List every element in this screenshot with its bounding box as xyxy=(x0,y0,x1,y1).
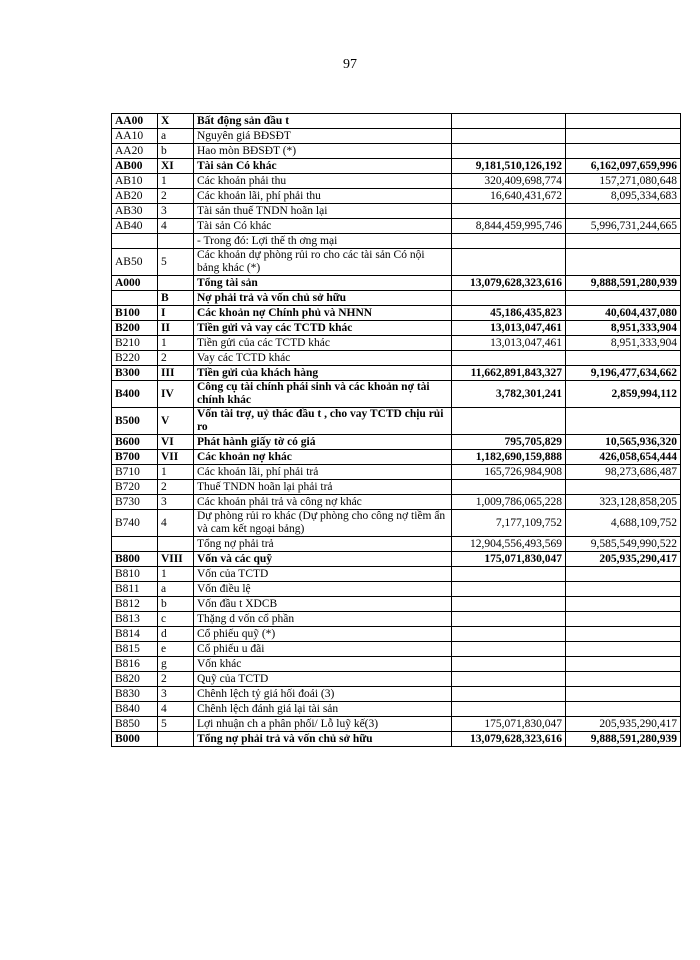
row-value-previous-cell xyxy=(566,408,681,435)
row-value-previous-cell xyxy=(566,597,681,612)
table-row xyxy=(112,366,681,381)
row-index-cell: 2 xyxy=(158,351,194,366)
row-description-cell: Dự phòng rủi ro khác (Dự phòng cho công nợ tiềm ẩn và cam kết ngoại bảng) xyxy=(194,510,452,537)
row-value-current-cell xyxy=(452,129,566,144)
row-index-cell: 4 xyxy=(158,510,194,537)
row-value-previous-cell xyxy=(566,582,681,597)
row-index-cell: 1 xyxy=(158,465,194,480)
row-value-current-cell: 320,409,698,774 xyxy=(452,174,566,189)
row-index-cell: d xyxy=(158,627,194,642)
row-code-cell: B700 xyxy=(112,450,158,465)
table-row xyxy=(112,159,681,174)
table-row xyxy=(112,552,681,567)
row-index-cell: 2 xyxy=(158,480,194,495)
row-code-cell xyxy=(112,537,158,552)
row-code-cell: B400 xyxy=(112,381,158,408)
row-description-cell: Bất động sản đầu t xyxy=(194,114,452,129)
table-row xyxy=(112,717,681,732)
row-value-previous-cell xyxy=(566,234,681,249)
row-value-current-cell xyxy=(452,642,566,657)
table-row xyxy=(112,129,681,144)
row-value-current-cell: 13,013,047,461 xyxy=(452,321,566,336)
row-code-cell: A000 xyxy=(112,276,158,291)
row-description-cell: Tiền gửi và vay các TCTD khác xyxy=(194,321,452,336)
row-description-cell: Tổng nợ phải trả và vốn chủ sở hữu xyxy=(194,732,452,747)
table-row xyxy=(112,204,681,219)
table-row xyxy=(112,144,681,159)
table-row xyxy=(112,612,681,627)
row-description-cell: Cổ phiếu quỹ (*) xyxy=(194,627,452,642)
row-code-cell: B800 xyxy=(112,552,158,567)
row-description-cell: Các khoản lãi, phí phải thu xyxy=(194,189,452,204)
row-description-cell: - Trong đó: Lợi thế th ơng mại xyxy=(194,234,452,249)
row-code-cell: AB40 xyxy=(112,219,158,234)
row-value-previous-cell: 426,058,654,444 xyxy=(566,450,681,465)
row-value-previous-cell: 205,935,290,417 xyxy=(566,552,681,567)
row-description-cell: Tiền gửi của khách hàng xyxy=(194,366,452,381)
row-value-previous-cell xyxy=(566,351,681,366)
row-value-current-cell xyxy=(452,204,566,219)
row-description-cell: Tiền gửi của các TCTD khác xyxy=(194,336,452,351)
row-value-current-cell: 175,071,830,047 xyxy=(452,552,566,567)
table-row xyxy=(112,657,681,672)
row-description-cell: Thuế TNDN hoãn lại phải trả xyxy=(194,480,452,495)
row-value-current-cell xyxy=(452,249,566,276)
table-row xyxy=(112,219,681,234)
row-value-current-cell xyxy=(452,657,566,672)
row-description-cell: Tài sản thuế TNDN hoãn lại xyxy=(194,204,452,219)
row-value-current-cell: 165,726,984,908 xyxy=(452,465,566,480)
row-value-previous-cell: 9,888,591,280,939 xyxy=(566,276,681,291)
row-description-cell: Các khoản nợ Chính phủ và NHNN xyxy=(194,306,452,321)
page-number: 97 xyxy=(343,57,357,72)
row-value-previous-cell: 5,996,731,244,665 xyxy=(566,219,681,234)
row-description-cell: Vốn điều lệ xyxy=(194,582,452,597)
row-description-cell: Vốn tài trợ, uỷ thác đầu t , cho vay TCTD chịu rủi ro xyxy=(194,408,452,435)
row-code-cell: B813 xyxy=(112,612,158,627)
row-description-cell: Thặng d vốn cổ phần xyxy=(194,612,452,627)
row-value-current-cell: 8,844,459,995,746 xyxy=(452,219,566,234)
row-index-cell: 1 xyxy=(158,336,194,351)
row-description-cell: Các khoản phải trả và công nợ khác xyxy=(194,495,452,510)
row-index-cell: c xyxy=(158,612,194,627)
row-value-previous-cell: 8,095,334,683 xyxy=(566,189,681,204)
table-row xyxy=(112,642,681,657)
row-description-cell: Các khoản nợ khác xyxy=(194,450,452,465)
row-index-cell: 1 xyxy=(158,567,194,582)
table-row xyxy=(112,732,681,747)
row-index-cell: 5 xyxy=(158,717,194,732)
row-value-previous-cell xyxy=(566,144,681,159)
row-index-cell: 4 xyxy=(158,219,194,234)
row-code-cell: B500 xyxy=(112,408,158,435)
table-row xyxy=(112,351,681,366)
row-code-cell: B200 xyxy=(112,321,158,336)
row-value-current-cell xyxy=(452,567,566,582)
row-index-cell xyxy=(158,276,194,291)
row-description-cell: Tài sản Có khác xyxy=(194,219,452,234)
row-code-cell: B000 xyxy=(112,732,158,747)
table-row xyxy=(112,435,681,450)
row-description-cell: Quỹ của TCTD xyxy=(194,672,452,687)
row-value-current-cell xyxy=(452,687,566,702)
row-index-cell: 2 xyxy=(158,672,194,687)
row-value-current-cell xyxy=(452,672,566,687)
row-code-cell: B814 xyxy=(112,627,158,642)
row-index-cell: b xyxy=(158,597,194,612)
row-value-previous-cell xyxy=(566,627,681,642)
row-index-cell: 2 xyxy=(158,189,194,204)
row-value-current-cell: 11,662,891,843,327 xyxy=(452,366,566,381)
row-description-cell: Vốn đầu t XDCB xyxy=(194,597,452,612)
row-code-cell: B210 xyxy=(112,336,158,351)
row-value-previous-cell: 98,273,686,487 xyxy=(566,465,681,480)
row-index-cell: X xyxy=(158,114,194,129)
row-code-cell: AA20 xyxy=(112,144,158,159)
table-row xyxy=(112,450,681,465)
row-index-cell: XI xyxy=(158,159,194,174)
row-value-previous-cell: 10,565,936,320 xyxy=(566,435,681,450)
row-index-cell: 4 xyxy=(158,702,194,717)
row-code-cell: B812 xyxy=(112,597,158,612)
row-index-cell: a xyxy=(158,582,194,597)
row-index-cell xyxy=(158,537,194,552)
row-value-current-cell: 13,079,628,323,616 xyxy=(452,276,566,291)
row-index-cell: 3 xyxy=(158,495,194,510)
row-value-current-cell xyxy=(452,627,566,642)
row-index-cell: I xyxy=(158,306,194,321)
table-row xyxy=(112,567,681,582)
row-code-cell: B816 xyxy=(112,657,158,672)
row-code-cell: B740 xyxy=(112,510,158,537)
row-description-cell: Tổng tài sản xyxy=(194,276,452,291)
table-row xyxy=(112,336,681,351)
row-value-current-cell xyxy=(452,480,566,495)
row-code-cell: AA10 xyxy=(112,129,158,144)
balance-sheet-body xyxy=(112,114,681,747)
row-value-current-cell: 1,182,690,159,888 xyxy=(452,450,566,465)
row-index-cell: 5 xyxy=(158,249,194,276)
row-code-cell xyxy=(112,234,158,249)
table-row xyxy=(112,627,681,642)
row-value-current-cell: 3,782,301,241 xyxy=(452,381,566,408)
row-value-current-cell xyxy=(452,234,566,249)
row-value-current-cell xyxy=(452,582,566,597)
row-description-cell: Vay các TCTD khác xyxy=(194,351,452,366)
table-row xyxy=(112,189,681,204)
row-value-previous-cell xyxy=(566,657,681,672)
row-code-cell: B300 xyxy=(112,366,158,381)
row-value-current-cell: 795,705,829 xyxy=(452,435,566,450)
row-value-current-cell: 16,640,431,672 xyxy=(452,189,566,204)
row-description-cell: Tài sản Có khác xyxy=(194,159,452,174)
table-row xyxy=(112,174,681,189)
row-value-current-cell xyxy=(452,597,566,612)
row-description-cell: Hao mòn BĐSĐT (*) xyxy=(194,144,452,159)
row-index-cell: II xyxy=(158,321,194,336)
table-row xyxy=(112,249,681,276)
row-index-cell: VII xyxy=(158,450,194,465)
row-value-current-cell: 9,181,510,126,192 xyxy=(452,159,566,174)
row-index-cell: IV xyxy=(158,381,194,408)
row-description-cell: Các khoản phải thu xyxy=(194,174,452,189)
row-value-current-cell xyxy=(452,291,566,306)
row-value-previous-cell: 9,196,477,634,662 xyxy=(566,366,681,381)
row-value-current-cell: 12,904,556,493,569 xyxy=(452,537,566,552)
row-code-cell: B220 xyxy=(112,351,158,366)
row-value-previous-cell xyxy=(566,642,681,657)
row-code-cell: B815 xyxy=(112,642,158,657)
row-value-previous-cell xyxy=(566,672,681,687)
row-value-previous-cell: 8,951,333,904 xyxy=(566,336,681,351)
table-row xyxy=(112,672,681,687)
table-row xyxy=(112,495,681,510)
row-index-cell xyxy=(158,234,194,249)
row-description-cell: Vốn của TCTD xyxy=(194,567,452,582)
row-value-previous-cell: 2,859,994,112 xyxy=(566,381,681,408)
row-value-previous-cell xyxy=(566,291,681,306)
table-row xyxy=(112,582,681,597)
row-value-previous-cell: 205,935,290,417 xyxy=(566,717,681,732)
row-value-previous-cell xyxy=(566,687,681,702)
table-row xyxy=(112,114,681,129)
row-value-previous-cell: 4,688,109,752 xyxy=(566,510,681,537)
row-value-current-cell xyxy=(452,144,566,159)
table-row xyxy=(112,276,681,291)
row-code-cell xyxy=(112,291,158,306)
row-index-cell: b xyxy=(158,144,194,159)
row-code-cell: AB50 xyxy=(112,249,158,276)
table-row xyxy=(112,291,681,306)
row-value-previous-cell: 9,888,591,280,939 xyxy=(566,732,681,747)
row-value-current-cell: 1,009,786,065,228 xyxy=(452,495,566,510)
row-description-cell: Lợi nhuận ch a phân phối/ Lỗ luỹ kế(3) xyxy=(194,717,452,732)
row-code-cell: AB30 xyxy=(112,204,158,219)
row-value-previous-cell xyxy=(566,204,681,219)
row-value-current-cell: 13,079,628,323,616 xyxy=(452,732,566,747)
row-code-cell: B710 xyxy=(112,465,158,480)
row-value-current-cell xyxy=(452,702,566,717)
table-row xyxy=(112,702,681,717)
row-description-cell: Công cụ tài chính phái sinh và các khoản nợ tài chính khác xyxy=(194,381,452,408)
row-index-cell: 1 xyxy=(158,174,194,189)
row-value-previous-cell xyxy=(566,114,681,129)
row-code-cell: B810 xyxy=(112,567,158,582)
row-description-cell: Các khoản dự phòng rủi ro cho các tài sản Có nội bảng khác (*) xyxy=(194,249,452,276)
row-value-current-cell: 13,013,047,461 xyxy=(452,336,566,351)
row-index-cell xyxy=(158,732,194,747)
row-description-cell: Nợ phải trả và vốn chủ sở hữu xyxy=(194,291,452,306)
row-value-previous-cell: 6,162,097,659,996 xyxy=(566,159,681,174)
table-row xyxy=(112,480,681,495)
row-code-cell: B600 xyxy=(112,435,158,450)
row-value-current-cell xyxy=(452,612,566,627)
table-row xyxy=(112,306,681,321)
balance-sheet-table xyxy=(111,113,681,747)
row-value-current-cell xyxy=(452,114,566,129)
row-value-current-cell xyxy=(452,351,566,366)
table-row xyxy=(112,687,681,702)
row-code-cell: B840 xyxy=(112,702,158,717)
table-row xyxy=(112,597,681,612)
row-description-cell: Cổ phiếu u đãi xyxy=(194,642,452,657)
row-value-previous-cell: 9,585,549,990,522 xyxy=(566,537,681,552)
row-value-previous-cell xyxy=(566,129,681,144)
row-code-cell: AB10 xyxy=(112,174,158,189)
row-code-cell: B730 xyxy=(112,495,158,510)
row-code-cell: AA00 xyxy=(112,114,158,129)
row-code-cell: AB00 xyxy=(112,159,158,174)
row-code-cell: B811 xyxy=(112,582,158,597)
row-index-cell: e xyxy=(158,642,194,657)
row-description-cell: Tổng nợ phải trả xyxy=(194,537,452,552)
row-value-current-cell: 175,071,830,047 xyxy=(452,717,566,732)
row-code-cell: B850 xyxy=(112,717,158,732)
row-code-cell: B830 xyxy=(112,687,158,702)
row-index-cell: III xyxy=(158,366,194,381)
row-value-previous-cell xyxy=(566,480,681,495)
row-value-previous-cell: 40,604,437,080 xyxy=(566,306,681,321)
table-row xyxy=(112,465,681,480)
row-index-cell: g xyxy=(158,657,194,672)
row-value-previous-cell xyxy=(566,702,681,717)
row-value-previous-cell: 157,271,080,648 xyxy=(566,174,681,189)
table-row xyxy=(112,234,681,249)
row-index-cell: B xyxy=(158,291,194,306)
row-description-cell: Vốn và các quỹ xyxy=(194,552,452,567)
row-index-cell: VIII xyxy=(158,552,194,567)
row-index-cell: VI xyxy=(158,435,194,450)
row-index-cell: a xyxy=(158,129,194,144)
table-row xyxy=(112,537,681,552)
row-description-cell: Chênh lệch tỷ giá hối đoái (3) xyxy=(194,687,452,702)
row-value-current-cell: 7,177,109,752 xyxy=(452,510,566,537)
row-value-current-cell: 45,186,435,823 xyxy=(452,306,566,321)
row-index-cell: 3 xyxy=(158,687,194,702)
row-value-previous-cell xyxy=(566,567,681,582)
row-description-cell: Vốn khác xyxy=(194,657,452,672)
row-code-cell: B100 xyxy=(112,306,158,321)
row-value-previous-cell xyxy=(566,612,681,627)
row-value-previous-cell: 8,951,333,904 xyxy=(566,321,681,336)
row-value-previous-cell: 323,128,858,205 xyxy=(566,495,681,510)
row-description-cell: Các khoản lãi, phí phải trả xyxy=(194,465,452,480)
table-row xyxy=(112,381,681,408)
table-row xyxy=(112,408,681,435)
row-code-cell: B820 xyxy=(112,672,158,687)
row-description-cell: Nguyên giá BĐSĐT xyxy=(194,129,452,144)
row-value-previous-cell xyxy=(566,249,681,276)
row-description-cell: Chênh lệch đánh giá lại tài sản xyxy=(194,702,452,717)
row-index-cell: V xyxy=(158,408,194,435)
row-index-cell: 3 xyxy=(158,204,194,219)
row-description-cell: Phát hành giấy tờ có giá xyxy=(194,435,452,450)
row-value-current-cell xyxy=(452,408,566,435)
table-row xyxy=(112,510,681,537)
row-code-cell: AB20 xyxy=(112,189,158,204)
table-row xyxy=(112,321,681,336)
row-code-cell: B720 xyxy=(112,480,158,495)
